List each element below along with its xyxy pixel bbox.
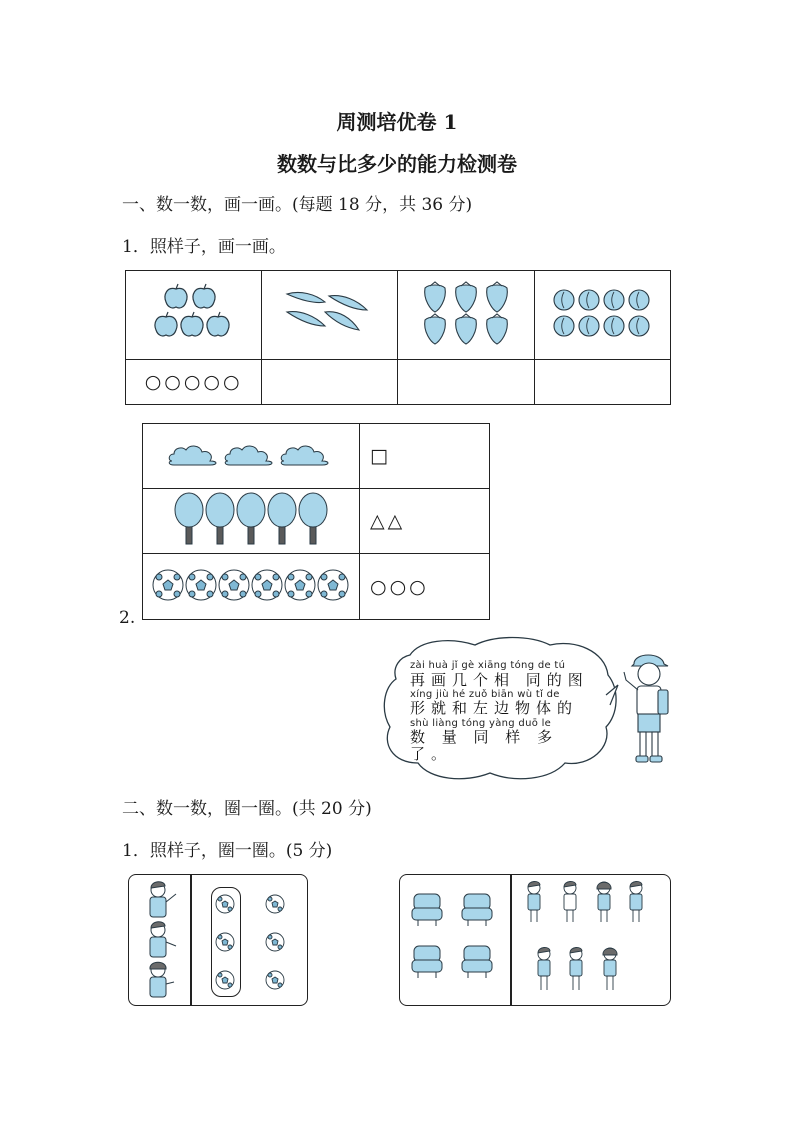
bubble-line-2: 形就和左边物体的	[410, 699, 579, 718]
q2-given-squares: □	[360, 424, 490, 489]
q1-label: 1．照样子，画一画。	[122, 237, 286, 257]
page-subtitle: 数数与比多少的能力检测卷	[277, 152, 517, 176]
q1-cell-peaches	[534, 271, 670, 360]
q1-example-answer: ○○○○○	[126, 360, 262, 405]
q1-cell-strawberries	[398, 271, 534, 360]
kids-group-icon	[138, 880, 184, 1000]
children-group-icon	[520, 880, 666, 998]
q2-given-circles: ○○○	[360, 554, 490, 620]
q1-answer-strawberries[interactable]	[398, 360, 534, 405]
cloud-group-icon	[168, 439, 334, 469]
q1-answer-beans[interactable]	[262, 360, 398, 405]
apple-group-icon	[154, 283, 234, 343]
q2-cell-trees	[143, 489, 360, 554]
q2-label: 2.	[119, 608, 136, 628]
q1-cell-beans	[262, 271, 398, 360]
small-balls-icon	[212, 888, 298, 996]
section2-heading: 二、数一数，圈一圈。(共 20 分)	[122, 799, 372, 819]
q1-table	[125, 270, 671, 405]
bean-group-icon	[285, 288, 375, 338]
bubble-pinyin-3: shù liàng tóng yàng duō le	[410, 717, 552, 729]
chair-group-icon	[404, 888, 506, 992]
section2-q1-label: 1．照样子，圈一圈。(5 分)	[122, 841, 333, 861]
q2-given-triangles: △△	[360, 489, 490, 554]
bubble-line-1: 再画几个相 同的图	[410, 670, 589, 689]
q2-cell-clouds	[143, 424, 360, 489]
page-title: 周测培优卷 1	[336, 110, 458, 134]
strawberry-group-icon	[421, 280, 511, 346]
q1-cell-apples	[126, 271, 262, 360]
section2-example-divider	[190, 875, 192, 1005]
tree-group-icon	[173, 492, 329, 546]
speech-bubble-text	[410, 660, 610, 764]
boy-character-icon	[620, 650, 680, 768]
q2-table	[142, 423, 490, 620]
q2-cell-balls	[143, 554, 360, 620]
bubble-pinyin-2: xíng jiù hé zuǒ biān wù tǐ de	[410, 688, 560, 700]
bubble-pinyin-1: zài huà jǐ gè xiāng tóng de tú	[410, 660, 566, 671]
q1-answer-peaches[interactable]	[534, 360, 670, 405]
section2-task-divider	[510, 875, 512, 1005]
section1-heading: 一、数一数，画一画。(每题 18 分，共 36 分)	[122, 195, 473, 215]
ball-group-icon	[151, 568, 351, 602]
bubble-line-3: 数 量 同 样 多 了。	[410, 728, 559, 764]
peach-group-icon	[552, 286, 652, 340]
